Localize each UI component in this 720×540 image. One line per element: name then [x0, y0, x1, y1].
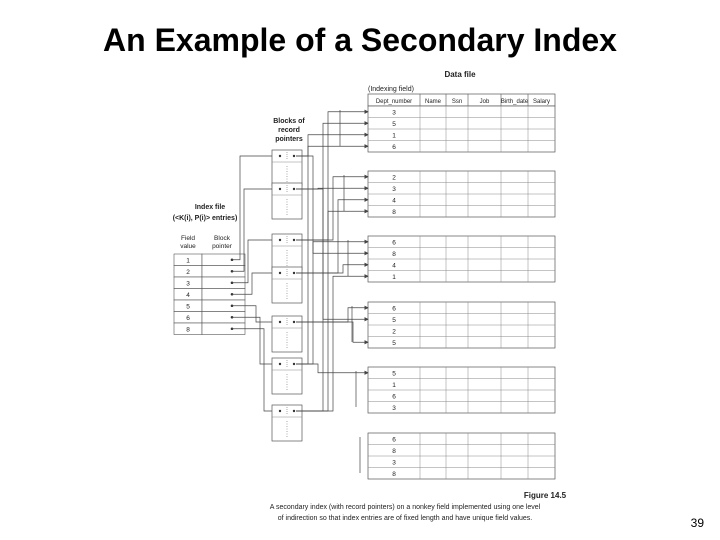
- dept-number-cell: 6: [392, 393, 396, 401]
- dept-number-cell: 6: [392, 305, 396, 313]
- record-pointer-block-frame: [272, 316, 302, 352]
- dept-number-cell: 5: [392, 121, 396, 128]
- block-to-record-line: [296, 265, 368, 273]
- data-block: [368, 367, 555, 413]
- record-pointer-dot: [293, 321, 295, 323]
- record-pointer-block: [272, 405, 302, 441]
- index-block-header: pointer: [212, 243, 232, 250]
- index-block-header: Block: [214, 235, 230, 242]
- figure-caption-line: A secondary index (with record pointers) on a nonkey field implemented using one level: [269, 504, 541, 511]
- dept-number-cell: 5: [392, 317, 396, 324]
- index-field-value: 5: [186, 303, 190, 311]
- record-pointer-block-frame: [272, 234, 302, 270]
- dept-number-cell: 1: [392, 382, 396, 389]
- record-pointer-dot: [293, 188, 295, 190]
- record-pointer-label-line: record: [278, 127, 300, 134]
- index-field-value: 6: [186, 315, 190, 322]
- record-pointer-block-frame: [272, 267, 302, 303]
- record-pointer-dot: [279, 155, 281, 157]
- dept-number-cell: 8: [392, 471, 396, 478]
- record-pointer-block-frame: [272, 150, 302, 186]
- record-pointer-block: [272, 234, 302, 270]
- record-pointer-dot: [279, 272, 281, 274]
- dept-number-cell: 1: [392, 274, 396, 281]
- record-pointer-block: [272, 183, 302, 219]
- record-pointer-dot: [279, 188, 281, 190]
- dept-number-cell: 5: [392, 340, 396, 347]
- record-pointer-block-frame: [272, 358, 302, 394]
- block-to-record-line: [296, 322, 368, 342]
- block-to-record-line: [296, 135, 368, 156]
- data-column-header: Salary: [532, 99, 551, 105]
- data-column-header: Birth_date: [500, 99, 529, 105]
- record-pointer-label-line: pointers: [275, 136, 303, 143]
- dept-number-cell: 4: [392, 197, 396, 205]
- data-block: [368, 236, 555, 282]
- index-field-value: 8: [186, 326, 190, 334]
- dept-number-cell: 3: [392, 405, 396, 412]
- dept-number-cell: 6: [392, 239, 396, 247]
- block-to-record-line: [296, 146, 368, 364]
- dept-number-cell: 8: [392, 209, 396, 216]
- dept-number-cell: 6: [392, 436, 396, 444]
- block-to-record-line: [296, 200, 368, 273]
- figure-caption-line: of indirection so that index entries are of fixed length and have unique field values.: [277, 515, 533, 522]
- record-pointer-block-frame: [272, 183, 302, 219]
- block-to-record-line: [296, 211, 368, 411]
- data-block: [368, 171, 555, 217]
- block-to-record-line: [296, 112, 368, 240]
- dept-number-cell: 6: [392, 144, 396, 151]
- block-to-record-line: [296, 242, 368, 364]
- dept-number-cell: 4: [392, 262, 396, 270]
- record-pointer-dot: [279, 363, 281, 365]
- record-pointer-dot: [279, 239, 281, 241]
- index-to-block-line: [232, 329, 272, 411]
- dept-number-cell: 3: [392, 109, 396, 117]
- block-to-record-line: [296, 364, 368, 373]
- block-to-record-line: [296, 177, 368, 240]
- dept-number-cell: 2: [392, 328, 396, 336]
- block-to-record-line: [296, 156, 368, 253]
- block-to-record-line: [296, 189, 368, 319]
- record-pointer-block: [272, 150, 302, 186]
- dept-number-cell: 1: [392, 132, 396, 140]
- dept-number-cell: 8: [392, 251, 396, 258]
- dept-number-cell: 3: [392, 186, 396, 193]
- record-pointer-block-frame: [272, 405, 302, 441]
- data-column-header: Job: [479, 99, 490, 105]
- record-pointer-blocks: [272, 150, 302, 441]
- data-block: [368, 433, 555, 479]
- block-to-record-line: [296, 123, 368, 411]
- record-pointer-dot: [293, 363, 295, 365]
- data-file-blocks: [368, 106, 555, 479]
- indexing-field-label: (Indexing field): [368, 86, 414, 93]
- dept-number-cell: 8: [392, 448, 396, 455]
- data-column-header: Name: [424, 99, 442, 105]
- record-pointer-dot: [279, 321, 281, 323]
- data-file-header: [368, 94, 555, 106]
- record-pointer-dot: [293, 155, 295, 157]
- index-field-value: 2: [186, 269, 190, 276]
- record-pointer-block: [272, 316, 302, 352]
- block-to-record-line: [296, 276, 368, 411]
- data-block: [368, 106, 555, 152]
- dept-number-cell: 5: [392, 370, 396, 378]
- data-file-label: Data file: [444, 70, 476, 79]
- index-field-header: Field: [180, 235, 196, 242]
- index-file-label: Index file: [194, 204, 226, 211]
- record-pointer-dot: [293, 272, 295, 274]
- index-field-value: 3: [186, 280, 190, 288]
- slide-title: An Example of a Secondary Index: [103, 22, 617, 58]
- record-pointer-block: [272, 358, 302, 394]
- dept-number-cell: 3: [392, 459, 396, 467]
- record-pointer-blocks-label: [273, 118, 305, 143]
- dept-number-cell: 2: [392, 174, 396, 182]
- record-pointer-dot: [293, 239, 295, 241]
- record-pointer-block: [272, 267, 302, 303]
- data-column-header: Dept_number: [375, 99, 413, 105]
- index-field-header: value: [180, 243, 196, 250]
- index-field-value: 4: [186, 292, 190, 299]
- data-column-header: Ssn: [451, 99, 463, 105]
- data-block: [368, 302, 555, 348]
- record-pointer-label-line: Blocks of: [273, 118, 305, 125]
- index-field-value: 1: [186, 257, 190, 265]
- index-entry-format: (<K(i), P(i)> entries): [172, 215, 238, 222]
- record-pointer-dot: [279, 410, 281, 412]
- record-pointer-dot: [293, 410, 295, 412]
- block-to-record-line: [296, 308, 368, 322]
- index-to-block-line: [232, 156, 272, 260]
- page-number: 39: [690, 516, 704, 530]
- figure-caption-number: Figure 14.5: [523, 491, 567, 500]
